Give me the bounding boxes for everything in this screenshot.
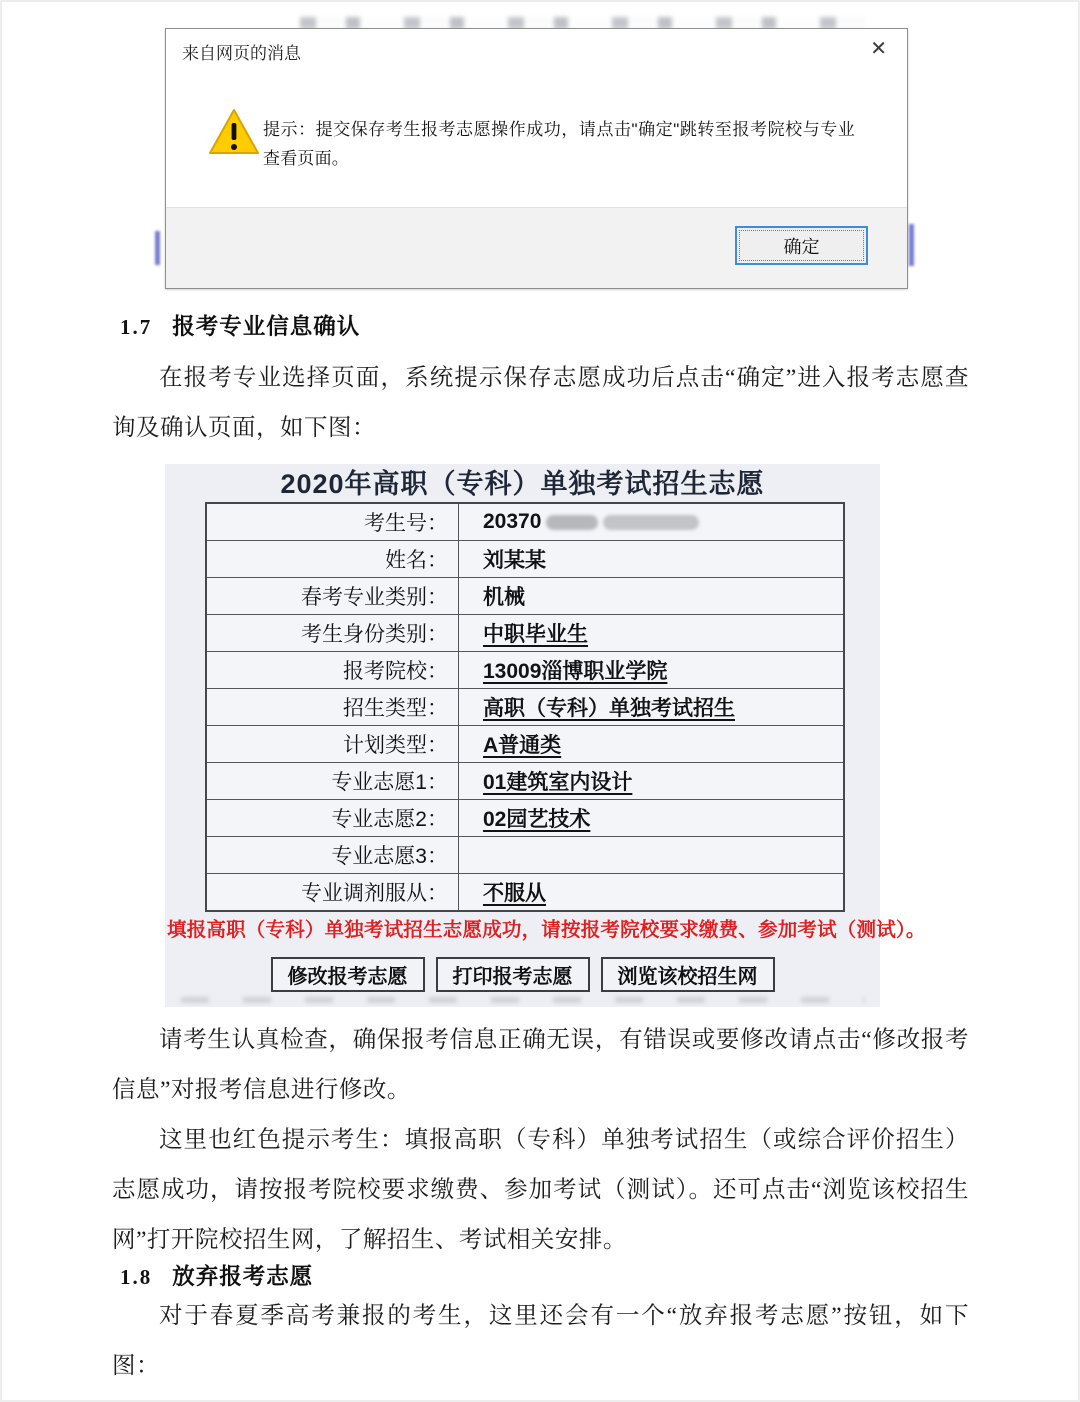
table-row <box>206 578 844 615</box>
row-value: 中职毕业生 <box>459 615 845 652</box>
table-row <box>206 503 844 541</box>
row-label: 专业志愿2： <box>206 800 459 837</box>
candidate-number: 20370 <box>483 510 542 533</box>
section-title: 报考专业信息确认 <box>172 314 361 339</box>
table-row <box>206 763 844 800</box>
row-label: 春考专业类别： <box>206 578 459 615</box>
row-label: 专业调剂服从： <box>206 874 459 912</box>
row-label: 招生类型： <box>206 689 459 726</box>
document-content <box>112 0 969 1391</box>
modify-application-button[interactable]: 修改报考志愿 <box>271 957 425 992</box>
paragraph: 请考生认真检查，确保报考信息正确无误，有错误或要修改请点击“修改报考信息”对报考信息进行修改。 <box>112 1027 969 1103</box>
close-icon[interactable]: ✕ <box>870 38 887 60</box>
table-row <box>206 726 844 763</box>
row-value: 刘某某 <box>459 541 845 578</box>
table-row <box>206 541 844 578</box>
table-row <box>206 800 844 837</box>
row-value: 02园艺技术 <box>459 800 845 837</box>
row-label: 姓名： <box>206 541 459 578</box>
application-form-screenshot <box>165 464 926 1007</box>
row-label: 专业志愿3： <box>206 837 459 874</box>
browse-school-site-button[interactable]: 浏览该校招生网 <box>601 957 775 992</box>
row-value: 01建筑室内设计 <box>459 763 845 800</box>
row-value: 13009淄博职业学院 <box>459 652 845 689</box>
ok-button[interactable]: 确定 <box>735 226 868 265</box>
print-application-button[interactable]: 打印报考志愿 <box>436 957 590 992</box>
row-value: A普通类 <box>459 726 845 763</box>
redaction-blur <box>546 515 598 530</box>
dialog-title: 来自网页的消息 <box>182 44 301 63</box>
table-row <box>206 689 844 726</box>
application-form-table <box>205 502 845 912</box>
row-value: 高职（专科）单独考试招生 <box>459 689 845 726</box>
paragraph: 这里也红色提示考生：填报高职（专科）单独考试招生（或综合评价招生）志愿成功，请按报考院校要求缴费、参加考试（测试）。还可点击“浏览该校招生网”打开院校招生网，了解招生、考试相关安排。 <box>112 1127 969 1253</box>
row-value <box>459 837 845 874</box>
row-label: 报考院校： <box>206 652 459 689</box>
form-title: 2020年高职（专科）单独考试招生志愿 <box>280 469 765 499</box>
table-row <box>206 874 844 912</box>
row-label: 考生身份类别： <box>206 615 459 652</box>
row-label: 计划类型： <box>206 726 459 763</box>
paragraph: 对于春夏季高考兼报的考生，这里还会有一个“放弃报考志愿”按钮，如下图： <box>112 1303 969 1379</box>
row-value: 不服从 <box>459 874 845 912</box>
row-value <box>459 503 845 541</box>
success-notice: 填报高职（专科）单独考试招生志愿成功，请按报考院校要求缴费、参加考试（测试）。 <box>167 919 926 941</box>
section-heading-1-7 <box>120 309 969 341</box>
blurred-edge <box>181 997 865 1003</box>
row-value: 机械 <box>459 578 845 615</box>
form-button-row <box>165 957 880 992</box>
table-row <box>206 615 844 652</box>
section-number: 1.8 <box>120 1265 153 1289</box>
dialog-message: 提示：提交保存考生报考志愿操作成功，请点击"确定"跳转至报考院校与专业查看页面。 <box>263 120 855 168</box>
section-number: 1.7 <box>120 315 153 339</box>
row-label: 考生号： <box>206 503 459 541</box>
row-label: 专业志愿1： <box>206 763 459 800</box>
table-row <box>206 837 844 874</box>
redaction-blur <box>603 515 699 530</box>
section-title: 放弃报考志愿 <box>172 1264 314 1289</box>
table-row <box>206 652 844 689</box>
paragraph: 在报考专业选择页面，系统提示保存志愿成功后点击“确定”进入报考志愿查询及确认页面，如下图： <box>112 365 969 441</box>
